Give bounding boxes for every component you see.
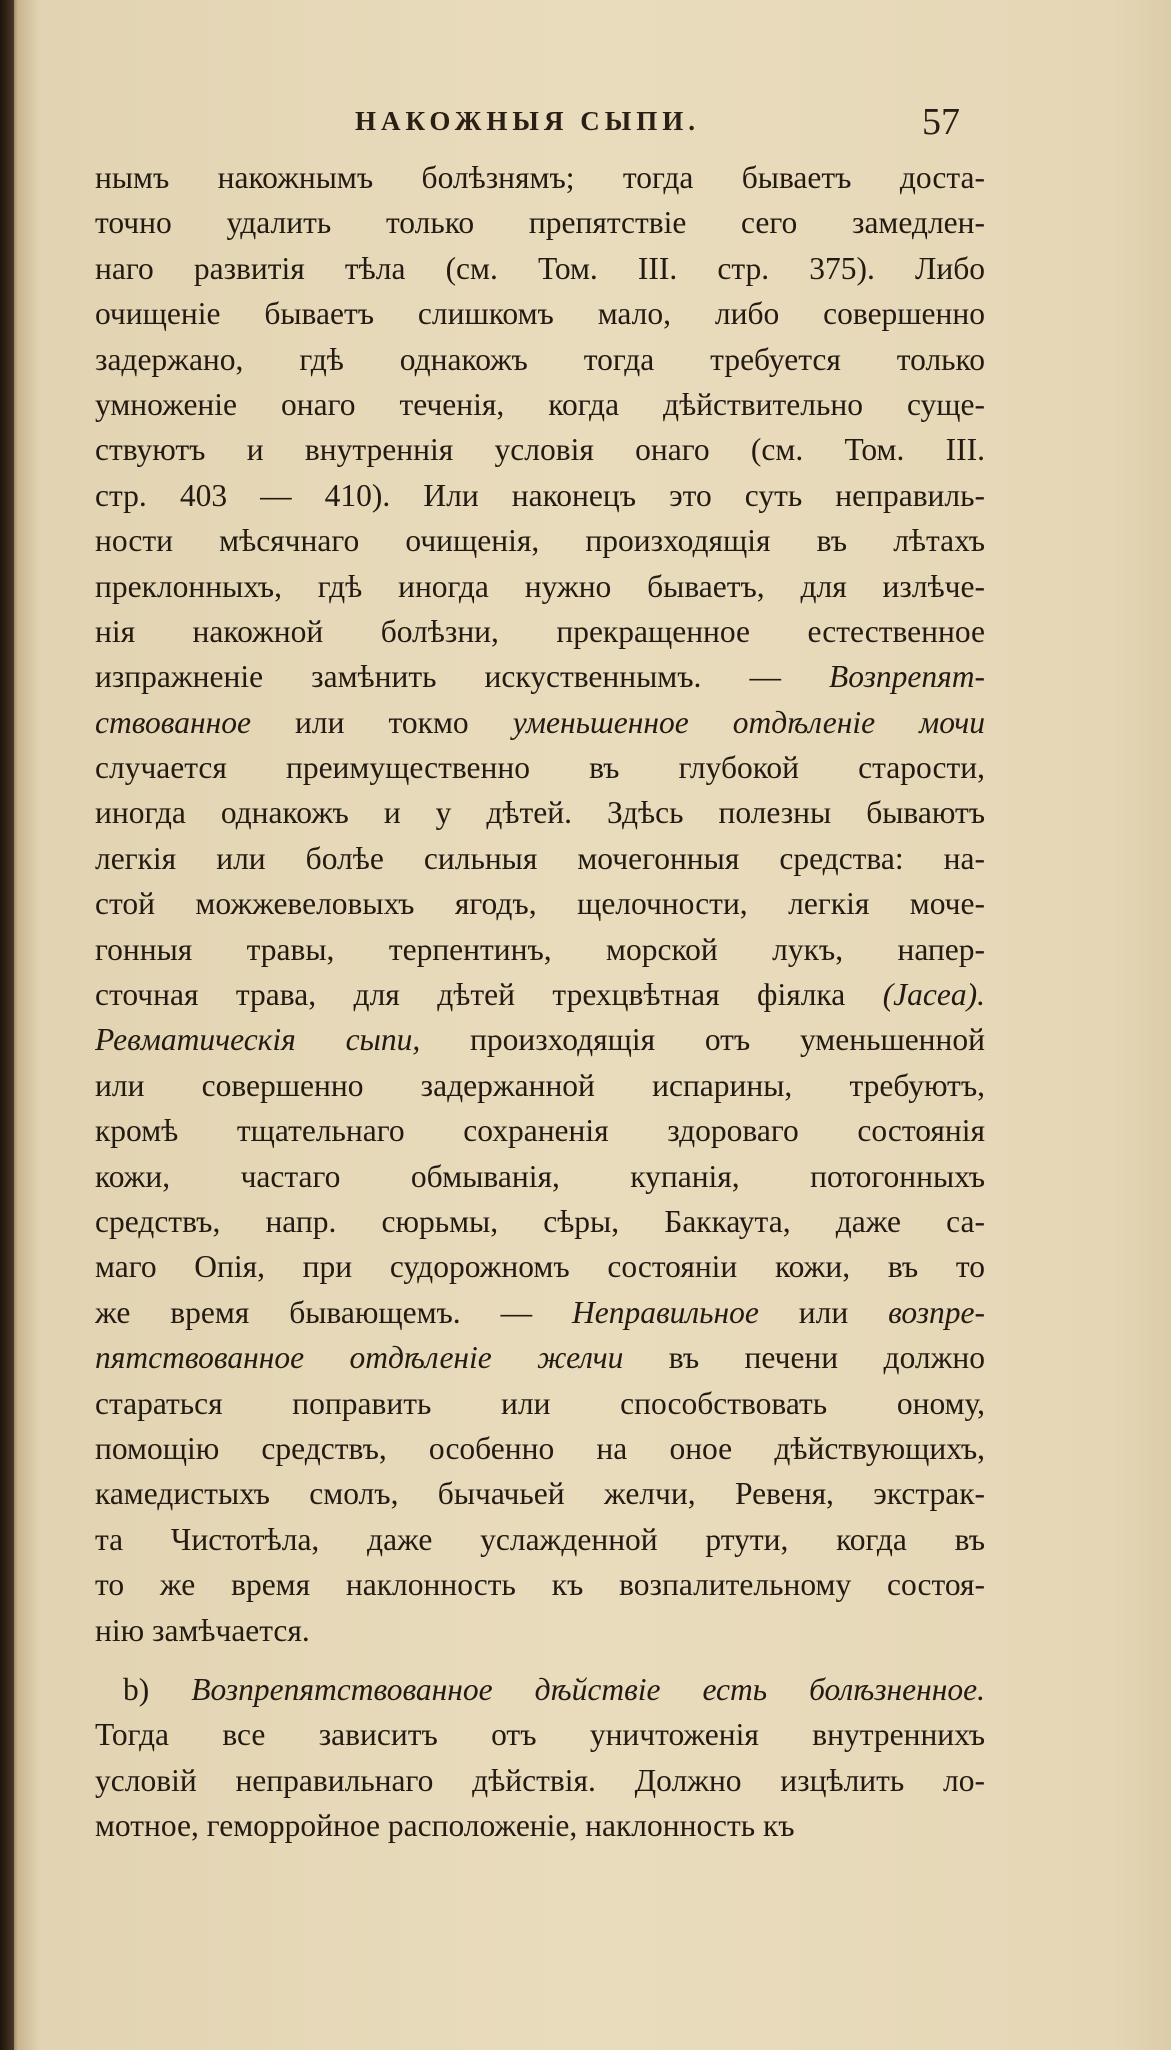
text-line xyxy=(95,1063,985,1108)
text-run: гонныя травы, терпентинъ, морской лукъ, напер- xyxy=(95,931,985,967)
text-run: нія накожной болѣзни, прекращенное естественное xyxy=(95,613,985,649)
text-line xyxy=(95,382,985,427)
text-run: сточная трава, для дѣтей трехцвѣтная фіялка xyxy=(95,977,883,1013)
text-run: ствуютъ и внутреннія условія онаго (см. Том. III. xyxy=(95,432,985,468)
text-run: ности мѣсячнаго очищенія, произходящія въ лѣтахъ xyxy=(95,523,985,559)
text-run: точно удалить только препятствіе сего замедлен- xyxy=(95,205,985,241)
italic-text-run: уменьшенное отдѣленіе мочи xyxy=(512,704,985,740)
text-run: или xyxy=(758,1294,889,1330)
text-line xyxy=(95,972,985,1017)
text-line xyxy=(95,1667,985,1712)
text-run: мотное, геморройное расположеніе, наклонность къ xyxy=(95,1808,795,1844)
text-run: изпражненіе замѣнить искуственнымъ. — xyxy=(95,659,830,695)
text-run: маго Опія, при судорожномъ состояніи кожи, въ то xyxy=(95,1249,985,1285)
text-run: средствъ, напр. сюрьмы, сѣры, Баккаута, даже са- xyxy=(95,1203,985,1239)
text-run: b) xyxy=(123,1671,192,1707)
text-run: въ печени должно xyxy=(623,1340,985,1376)
text-run: кожи, частаго обмыванія, купанія, потогонныхъ xyxy=(95,1158,985,1194)
text-run: преклонныхъ, гдѣ иногда нужно бываетъ, для излѣче- xyxy=(95,568,985,604)
body-text xyxy=(95,155,985,1848)
text-line xyxy=(95,518,985,563)
text-run: та Чистотѣла, даже услажденной ртути, когда въ xyxy=(95,1521,985,1557)
text-line xyxy=(95,1803,985,1848)
text-run: стр. 403 — 410). Или наконецъ это суть неправиль- xyxy=(95,477,985,513)
italic-text-run: возпре- xyxy=(888,1294,985,1330)
italic-text-run: Ревматическія сыпи, xyxy=(95,1022,421,1058)
text-line xyxy=(95,654,985,699)
text-run: или токмо xyxy=(250,704,513,740)
text-line xyxy=(95,1017,985,1062)
text-line xyxy=(95,881,985,926)
text-run: кромѣ тщательнаго сохраненія здороваго состоянія xyxy=(95,1113,985,1149)
text-line xyxy=(95,1712,985,1757)
text-run: стой можжевеловыхъ ягодъ, щелочности, легкія моче- xyxy=(95,886,985,922)
italic-text-run: (Jacea). xyxy=(882,977,985,1013)
text-line xyxy=(95,1381,985,1426)
text-run: же время бывающемъ. — xyxy=(95,1294,573,1330)
text-run: то же время наклонность къ возпалительному состоя- xyxy=(95,1567,985,1603)
text-line xyxy=(95,1562,985,1607)
text-line xyxy=(95,1471,985,1516)
text-line xyxy=(95,836,985,881)
text-line xyxy=(95,609,985,654)
text-run: очищеніе бываетъ слишкомъ мало, либо совершенно xyxy=(95,296,985,332)
text-run: Тогда все зависитъ отъ уничтоженія внутреннихъ xyxy=(95,1717,985,1753)
text-line xyxy=(95,427,985,472)
text-line xyxy=(95,927,985,972)
text-run: нію замѣчается. xyxy=(95,1612,310,1648)
text-line xyxy=(95,1154,985,1199)
text-line xyxy=(95,1199,985,1244)
text-run: произходящія отъ уменьшенной xyxy=(420,1022,985,1058)
paragraph-gap xyxy=(95,1653,985,1667)
italic-text-run: пятствованное отдѣленіе желчи xyxy=(95,1340,624,1376)
text-line xyxy=(95,745,985,790)
text-run: легкія или болѣе сильныя мочегонныя средства: на- xyxy=(95,840,985,876)
text-run: иногда однакожъ и у дѣтей. Здѣсь полезны бываютъ xyxy=(95,795,985,831)
page-number: 57 xyxy=(922,101,960,143)
text-line xyxy=(95,473,985,518)
text-line xyxy=(95,246,985,291)
text-line xyxy=(95,1108,985,1153)
text-run: умноженіе онаго теченія, когда дѣйствительно суще- xyxy=(95,386,985,422)
text-line xyxy=(95,1608,985,1653)
text-line xyxy=(95,291,985,336)
text-line xyxy=(95,1244,985,1289)
text-run: задержано, гдѣ однакожъ тогда требуется только xyxy=(95,341,985,377)
text-line xyxy=(95,1517,985,1562)
italic-text-run: Неправильное xyxy=(572,1294,759,1330)
italic-text-run: ствованное xyxy=(95,704,251,740)
text-run: камедистыхъ смолъ, бычачьей желчи, Ревеня, экстрак- xyxy=(95,1476,985,1512)
text-run: наго развитія тѣла (см. Том. III. стр. 375). Либо xyxy=(95,250,985,286)
text-line xyxy=(95,1335,985,1380)
text-run: помощію средствъ, особенно на оное дѣйствующихъ, xyxy=(95,1430,985,1466)
text-line xyxy=(95,155,985,200)
text-run: случается преимущественно въ глубокой старости, xyxy=(95,750,985,786)
text-run: или совершенно задержанной испарины, требуютъ, xyxy=(95,1067,985,1103)
text-line xyxy=(95,564,985,609)
text-line xyxy=(95,337,985,382)
text-run: условій неправильнаго дѣйствія. Должно изцѣлить ло- xyxy=(95,1762,985,1798)
text-run: стараться поправить или способствовать оному, xyxy=(95,1385,985,1421)
text-line xyxy=(95,1758,985,1803)
italic-text-run: Возпрепятствованное дѣйствіе есть болѣзненное. xyxy=(191,1671,985,1707)
text-line xyxy=(95,790,985,835)
running-head: НАКОЖНЫЯ СЫПИ. xyxy=(355,106,700,136)
text-run: нымъ накожнымъ болѣзнямъ; тогда бываетъ доста- xyxy=(95,160,985,195)
text-line xyxy=(95,200,985,245)
text-line xyxy=(95,700,985,745)
book-binding-edge xyxy=(0,0,14,2050)
text-line xyxy=(95,1290,985,1335)
text-line xyxy=(95,1426,985,1471)
page-header xyxy=(95,100,965,150)
italic-text-run: Возпрепят- xyxy=(829,659,985,695)
